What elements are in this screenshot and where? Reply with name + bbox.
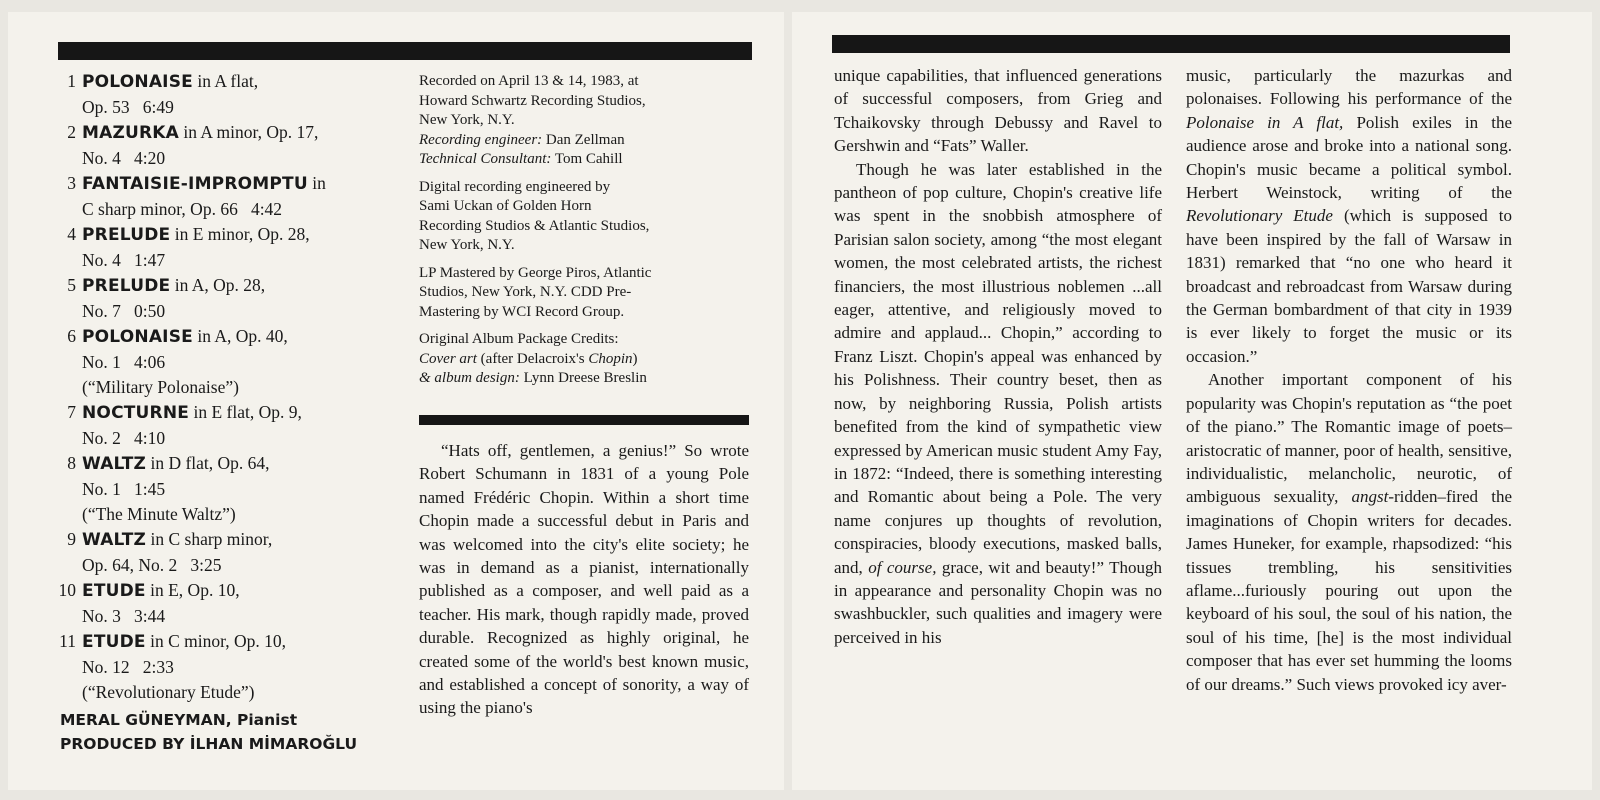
mastering-credits (419, 264, 749, 323)
track-item (48, 527, 398, 578)
track-key: in (307, 173, 326, 193)
track-item (48, 69, 398, 120)
track-number: 8 (67, 453, 76, 473)
engineer-credit: Recording engineer: Dan Zellman (419, 131, 625, 148)
right-page (792, 12, 1592, 790)
credit-line: Digital recording engineered by (419, 178, 611, 195)
track-title: PRELUDE (82, 276, 171, 296)
essay-paragraph: Though he was later established in the pantheon of pop culture, Chopin's creative life was spent in the snobbish atmosphere of Parisian salon society, among “the most elegant women, the most celebrated artists, the richest financiers, the most illustrious noblemen ...all eager, attentive, and religiously moved to admire and applaud... Chopin,” according to Franz Liszt. Chopin's appeal was enhanced by his Polishness. Their country beset, then as now, by neighboring Russia, Polish artists benefited from the kind of sympathetic view expressed by American music student Amy Fay, in 1872: “Indeed, there is something interesting and Romantic about being a Pole. The very name conjures up thoughts of revolution, conspiracies, bloody executions, masked balls, and, of course, grace, wit and beauty!” Though in appearance and personality Chopin was no swashbuckler, such qualities and imagery were perceived in his (834, 159, 1163, 647)
credit-line: Howard Schwartz Recording Studios, (419, 92, 646, 109)
track-opus-duration: No. 4 4:20 (82, 148, 166, 168)
design-credit: & album design: Lynn Dreese Breslin (419, 370, 647, 386)
track-number: 9 (67, 529, 76, 549)
track-key: in C minor, Op. 10, (145, 631, 287, 651)
track-title: POLONAISE (82, 327, 193, 347)
cover-credit: Cover art (after Delacroix's Chopin) (419, 350, 638, 367)
track-title: ETUDE (82, 581, 146, 601)
track-opus-duration: No. 1 1:45 (82, 479, 166, 499)
track-nickname: (“Military Polonaise”) (82, 377, 239, 397)
essay-column-2 (834, 64, 1162, 649)
track-number: 11 (59, 631, 76, 651)
essay-top-rule (419, 415, 749, 425)
track-title: POLONAISE (82, 72, 193, 92)
essay-paragraph: Another important component of his popularity was Chopin's reputation as “the poet of the piano.” The Romantic image of poets–aristocratic of manner, poor of health, sensitive, individualistic, melancholic, neurotic, of ambiguous sexuality, angst-ridden–fired the imaginations of Chopin writers for decades. James Huneker, for example, rhapsodized: “his tissues trembling, his sensitivities aflame...furiously pouring out upon the keyboard of his soul, the soul of his nation, the soul of his time, [he] is the most individual composer that has ever set humming the looms of our dreams.” Such views provoked icy aver- (1186, 370, 1512, 694)
track-opus-duration: Op. 53 6:49 (82, 97, 174, 117)
track-item (48, 120, 398, 171)
track-title: MAZURKA (82, 123, 180, 143)
recording-credits (419, 72, 749, 170)
track-item (48, 629, 398, 705)
producer-credit: PRODUCED BY İLHAN MİMAROĞLU (60, 735, 358, 753)
essay-paragraph: “Hats off, gentlemen, a genius!” So wrote Robert Schumann in 1831 of a young Pole named Frédéric Chopin. Within a short time Chopin made a successful debut in Paris and was welcomed into the city's elite society; he was in demand as a pianist, internationally published as a composer, and well paid as a teacher. His mark, though rapidly made, proved durable. Recognized as highly original, he created some of the world's best known music, and established a concept of sonority, a way of using the piano's (419, 441, 749, 718)
track-item (48, 578, 398, 629)
track-key: in E minor, Op. 28, (170, 224, 310, 244)
credit-line: New York, N.Y. (419, 112, 515, 128)
artist-credit (60, 708, 420, 756)
track-number: 4 (67, 224, 76, 244)
track-number: 2 (67, 122, 76, 142)
essay-paragraph: music, particularly the mazurkas and polonaises. Following his performance of the Polonaise in A flat, Polish exiles in the audience arose and broke into a national song. Chopin's music became a political symbol. Herbert Weinstock, writing of the Revolutionary Etude (which is supposed to have been inspired by the fall of Warsaw in 1831) remarked that “no one who heard it broadcast and rebroadcast from Warsaw during the German bombardment of that city in 1939 is ever likely to forget the music or its occasion.” (1186, 66, 1513, 366)
track-opus-duration: No. 7 0:50 (82, 301, 166, 321)
credit-line: Original Album Package Credits: (419, 331, 619, 347)
credit-line: Recorded on April 13 & 14, 1983, at (419, 73, 639, 89)
digital-credits (419, 178, 749, 256)
track-key: in E, Op. 10, (145, 580, 240, 600)
credit-line: Mastering by WCI Record Group. (419, 303, 625, 320)
right-top-rule (832, 35, 1510, 53)
production-credits (419, 72, 749, 397)
track-item (48, 451, 398, 527)
track-number: 7 (67, 402, 76, 422)
track-key: in C sharp minor, (146, 529, 273, 549)
track-key: in E flat, Op. 9, (189, 402, 302, 422)
left-page (8, 12, 784, 790)
track-opus-duration: No. 12 2:33 (82, 657, 174, 677)
track-opus-duration: Op. 64, No. 2 3:25 (82, 555, 222, 575)
track-opus-duration: No. 2 4:10 (82, 428, 166, 448)
track-opus-duration: C sharp minor, Op. 66 4:42 (82, 199, 283, 219)
track-title: FANTAISIE-IMPROMPTU (82, 174, 308, 194)
track-key: in A, Op. 40, (192, 326, 288, 346)
package-credits (419, 330, 749, 389)
consultant-credit: Technical Consultant: Tom Cahill (419, 151, 623, 167)
track-number: 1 (67, 71, 76, 91)
track-number: 6 (67, 326, 76, 346)
essay-paragraph: unique capabilities, that influenced generations of successful composers, from Grieg and Tchaikovsky through Debussy and Ravel to Gershwin and “Fats” Waller. (834, 66, 1162, 156)
track-title: WALTZ (82, 454, 147, 474)
track-key: in D flat, Op. 64, (146, 453, 270, 473)
credit-line: Sami Uckan of Golden Horn (419, 198, 592, 214)
track-number: 5 (67, 275, 76, 295)
track-number: 3 (67, 173, 76, 193)
track-item (48, 222, 398, 273)
credit-line: New York, N.Y. (419, 237, 515, 253)
track-opus-duration: No. 1 4:06 (82, 352, 166, 372)
credit-line: Studios, New York, N.Y. CDD Pre- (419, 284, 632, 300)
left-top-rule (58, 42, 752, 60)
credit-line: LP Mastered by George Piros, Atlantic (419, 264, 652, 281)
essay-column-3 (1186, 64, 1512, 696)
track-item (48, 400, 398, 451)
tracklist (48, 69, 398, 705)
track-title: NOCTURNE (82, 403, 190, 423)
essay-column-1 (419, 439, 749, 720)
track-key: in A minor, Op. 17, (179, 122, 319, 142)
track-nickname: (“The Minute Waltz”) (82, 504, 236, 524)
credit-line: Recording Studios & Atlantic Studios, (419, 217, 650, 234)
track-title: WALTZ (82, 530, 147, 550)
pianist-name: MERAL GÜNEYMAN, Pianist (60, 711, 298, 729)
track-item (48, 171, 398, 222)
track-item (48, 273, 398, 324)
track-key: in A, Op. 28, (170, 275, 266, 295)
track-opus-duration: No. 4 1:47 (82, 250, 166, 270)
track-item (48, 324, 398, 400)
track-key: in A flat, (192, 71, 259, 91)
track-nickname: (“Revolutionary Etude”) (82, 682, 255, 702)
track-opus-duration: No. 3 3:44 (82, 606, 166, 626)
track-title: ETUDE (82, 632, 146, 652)
track-title: PRELUDE (82, 225, 171, 245)
track-number: 10 (58, 580, 76, 600)
